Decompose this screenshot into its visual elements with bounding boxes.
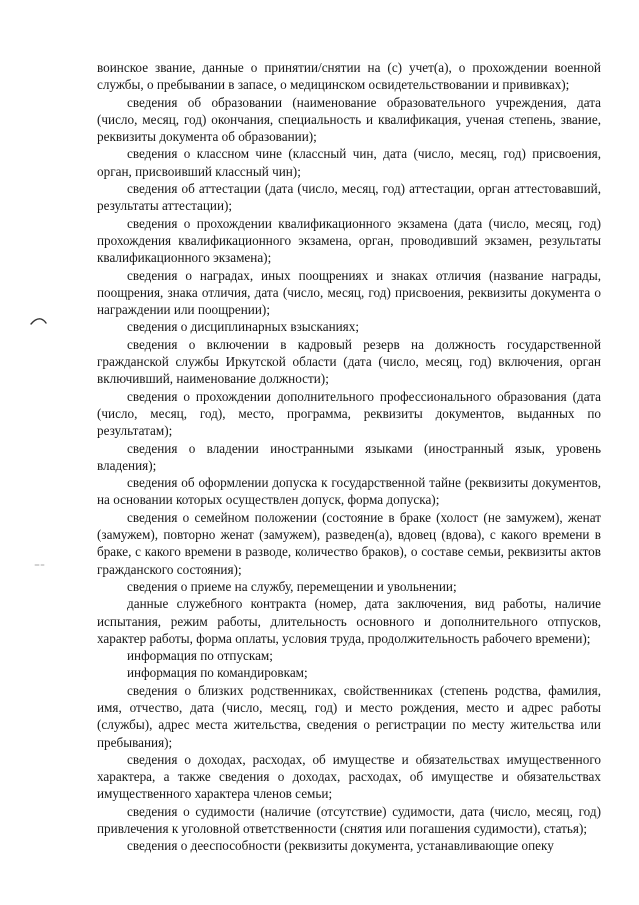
paragraph-hiring: сведения о приеме на службу, перемещении и увольнении;: [127, 578, 457, 594]
paragraph-military-service: воинское звание, данные о принятии/снятии на (с) учет(а), о прохождении военной службы, о пребывании в запасе, о медицинском освидетельствовании и прививках);: [97, 60, 601, 93]
paragraph-additional-education: сведения о прохождении дополнительного профессионального образования (дата (число, месяц, год), место, программа, реквизиты документов, выданных по результатам);: [97, 388, 601, 439]
paragraph-legal-capacity: сведения о дееспособности (реквизиты документа, устанавливающие опеку: [127, 838, 554, 854]
paragraph-income: сведения о доходах, расходах, об имуществе и обязательствах имущественного характера, а также сведения о доходах, расходах, об имуществе и обязательствах имущественного характера членов семьи;: [97, 751, 601, 802]
scan-speck-mark: [34, 562, 46, 568]
paragraph-vacations: информация по отпускам;: [127, 648, 273, 664]
paragraph-service-contract: данные служебного контракта (номер, дата заключения, вид работы, наличие испытания, режим работы, длительность основного и дополнительного отпусков, характер работы, форма оплаты, условия труда, продолжительность рабочего времени);: [97, 596, 601, 646]
punch-hole-mark: [30, 316, 48, 326]
paragraph-awards: сведения о наградах, иных поощрениях и знаках отличия (название награды, поощрения, знака отличия, дата (число, месяц, год) присвоения, реквизиты документа о награждении или поощрении);: [97, 267, 601, 318]
paragraph-state-secret-access: сведения об оформлении допуска к государственной тайне (реквизиты документов, на основании которых осуществлен допуск, форма допуска);: [97, 475, 601, 508]
paragraph-business-trips: информация по командировкам;: [127, 665, 308, 681]
paragraph-education: сведения об образовании (наименование образовательного учреждения, дата (число, месяц, год) окончания, специальность и квалификация, ученая степень, звание, реквизиты документа об образовании);: [97, 94, 601, 145]
paragraph-relatives: сведения о близких родственниках, свойственниках (степень родства, фамилия, имя, отчество, дата (число, месяц, год) и место рождения, место и адрес работы (службы), адрес места жительства, сведения о регистрации по месту жительства или пребывания);: [97, 682, 601, 750]
paragraph-disciplinary: сведения о дисциплинарных взысканиях;: [127, 319, 360, 335]
paragraph-foreign-languages: сведения о владении иностранными языками (иностранный язык, уровень владения);: [97, 440, 601, 473]
document-body: [97, 59, 601, 855]
paragraph-personnel-reserve: сведения о включении в кадровый резерв на должность государственной гражданской службы Иркутской области (дата (число, месяц, год) включения, орган включивший, наименование должности);: [97, 336, 601, 387]
paragraph-qualification-exam: сведения о прохождении квалификационного экзамена (дата (число, месяц, год) прохождения квалификационного экзамена, орган, проводивший экзамен, результаты квалификационного экзамена);: [97, 215, 601, 266]
paragraph-marital-status: сведения о семейном положении (состояние в браке (холост (не замужем), женат (замужем), повторно женат (замужем), разведен(а), вдовец (вдова), с какого времени в браке, с какого времени в разводе, количество браков), о составе семьи, реквизиты актов гражданского состояния);: [97, 509, 601, 577]
paragraph-class-rank: сведения о классном чине (классный чин, дата (число, месяц, год) присвоения, орган, присвоивший классный чин);: [97, 146, 601, 179]
paragraph-criminal-record: сведения о судимости (наличие (отсутствие) судимости, дата (число, месяц, год) привлечения к уголовной ответственности (снятия или погашения судимости), статья);: [97, 803, 601, 837]
paragraph-attestation: сведения об аттестации (дата (число, месяц, год) аттестации, орган аттестовавший, результаты аттестации);: [97, 181, 601, 214]
